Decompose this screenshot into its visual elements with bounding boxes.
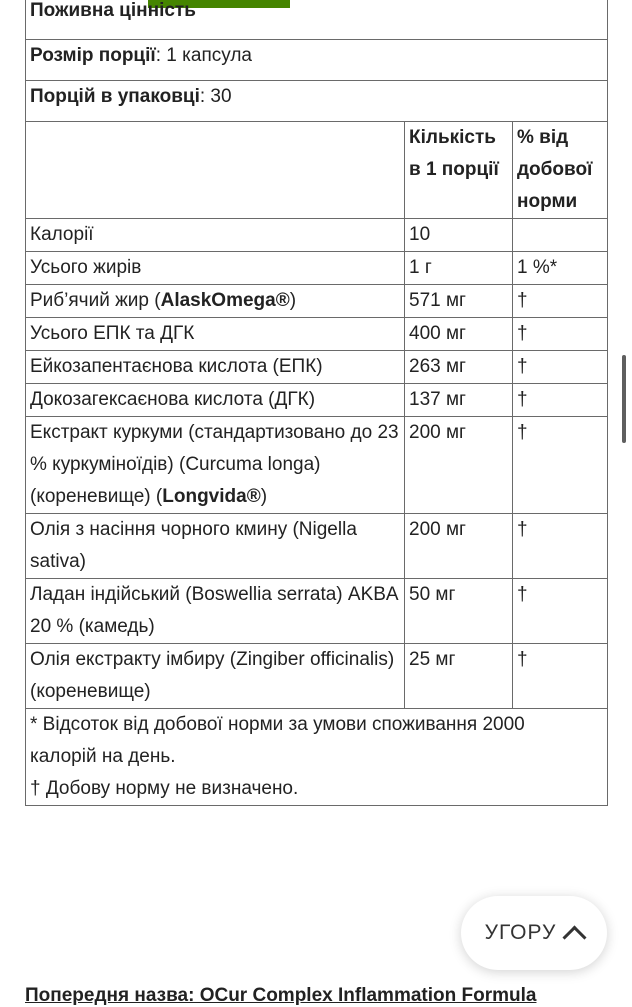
footnote-daily-value: * Відсоток від добової норми за умови споживання 2000 калорій на день. bbox=[30, 714, 525, 767]
table-row bbox=[26, 219, 608, 252]
nutrient-name: Калорії bbox=[26, 219, 405, 252]
scroll-to-top-button[interactable] bbox=[461, 896, 607, 970]
column-header-row bbox=[26, 122, 608, 219]
nutrient-name: Риб’ячий жир (AlaskOmega®) bbox=[26, 285, 405, 318]
table-row bbox=[26, 514, 608, 579]
nutrient-dv: † bbox=[513, 644, 608, 709]
chevron-up-icon bbox=[563, 925, 587, 949]
table-row bbox=[26, 285, 608, 318]
scroll-to-top-label: УГОРУ bbox=[484, 921, 557, 944]
nutrient-name: Олія з насіння чорного кмину (Nigella sativa) bbox=[26, 514, 405, 579]
nutrient-dv: † bbox=[513, 351, 608, 384]
serving-size-value: : 1 капсула bbox=[155, 45, 252, 66]
nutrient-amount: 1 г bbox=[405, 252, 513, 285]
table-title-row bbox=[26, 0, 608, 40]
table-row bbox=[26, 252, 608, 285]
serving-size-label: Розмір порції bbox=[30, 45, 156, 66]
nutrition-facts-table bbox=[25, 0, 608, 806]
brand-name: AlaskOmega® bbox=[160, 290, 290, 311]
brand-name: Longvida® bbox=[162, 486, 261, 507]
nutrient-name: Докозагексаєнова кислота (ДГК) bbox=[26, 384, 405, 417]
table-row bbox=[26, 351, 608, 384]
nutrient-name: Ладан індійський (Boswellia serrata) AKBA 20 % (камедь) bbox=[26, 579, 405, 644]
nutrient-dv: † bbox=[513, 285, 608, 318]
nutrient-name: Екстракт куркуми (стандартизовано до 23 % куркуміноїдів) (Curcuma longa) (кореневище) (Longvida®) bbox=[26, 417, 405, 514]
dv-column-header: % від добової норми bbox=[513, 122, 608, 219]
former-name-text: Попередня назва: OCur Complex Inflammation Formula bbox=[25, 985, 537, 1006]
table-row bbox=[26, 644, 608, 709]
nutrient-dv bbox=[513, 219, 608, 252]
nutrient-dv: † bbox=[513, 417, 608, 514]
nutrient-amount: 25 мг bbox=[405, 644, 513, 709]
nutrient-dv: 1 %* bbox=[513, 252, 608, 285]
footnote-row bbox=[26, 709, 608, 806]
nutrient-amount: 571 мг bbox=[405, 285, 513, 318]
nutrient-name: Ейкозапентаєнова кислота (ЕПК) bbox=[26, 351, 405, 384]
nutrient-amount: 137 мг bbox=[405, 384, 513, 417]
nutrient-name: Олія екстракту імбиру (Zingiber officinalis) (кореневище) bbox=[26, 644, 405, 709]
servings-row bbox=[26, 81, 608, 122]
nutrient-dv: † bbox=[513, 384, 608, 417]
amount-column-header: Кількість в 1 порції bbox=[405, 122, 513, 219]
servings-label: Порцій в упаковці bbox=[30, 86, 200, 107]
table-title: Поживна цінність bbox=[26, 0, 608, 40]
nutrient-amount: 50 мг bbox=[405, 579, 513, 644]
nutrient-dv: † bbox=[513, 514, 608, 579]
serving-size-row bbox=[26, 40, 608, 81]
table-row bbox=[26, 417, 608, 514]
footnote-not-established: † Добову норму не визначено. bbox=[30, 778, 299, 799]
table-row bbox=[26, 384, 608, 417]
nutrient-name: Усього жирів bbox=[26, 252, 405, 285]
table-row bbox=[26, 579, 608, 644]
nutrient-amount: 200 мг bbox=[405, 514, 513, 579]
nutrient-dv: † bbox=[513, 318, 608, 351]
nutrient-amount: 400 мг bbox=[405, 318, 513, 351]
servings-value: : 30 bbox=[199, 86, 232, 107]
table-row bbox=[26, 318, 608, 351]
nutrient-dv: † bbox=[513, 579, 608, 644]
nutrient-name: Усього ЕПК та ДГК bbox=[26, 318, 405, 351]
nutrient-amount: 200 мг bbox=[405, 417, 513, 514]
scrollbar-thumb[interactable] bbox=[622, 355, 626, 443]
nutrient-amount: 10 bbox=[405, 219, 513, 252]
nutrient-amount: 263 мг bbox=[405, 351, 513, 384]
